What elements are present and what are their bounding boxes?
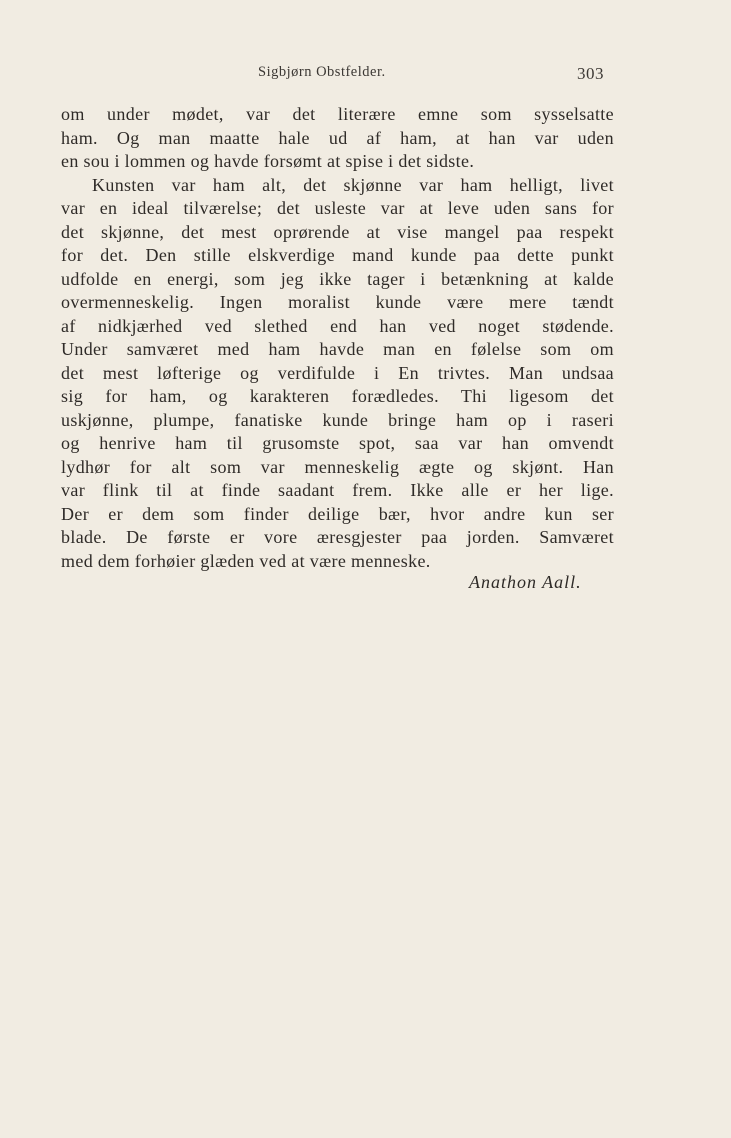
- text-line: Der er dem som finder deilige bær, hvor andre kun ser: [61, 503, 614, 524]
- text-line: det mest løfterige og verdifulde i En trivtes. Man undsaa: [61, 362, 614, 383]
- text-line: uskjønne, plumpe, fanatiske kunde bringe ham op i raseri: [61, 409, 614, 430]
- body-text: [61, 103, 614, 573]
- text-line: af nidkjærhed ved slethed end han ved noget stødende.: [61, 315, 614, 336]
- text-line: lydhør for alt som var menneskelig ægte og skjønt. Han: [61, 456, 614, 477]
- page-number: 303: [577, 64, 604, 83]
- running-header: [0, 64, 731, 84]
- text-line: om under mødet, var det literære emne som sysselsatte: [61, 104, 614, 124]
- text-line: ham. Og man maatte hale ud af ham, at han var uden: [61, 127, 614, 148]
- author-signature: Anathon Aall.: [469, 572, 582, 592]
- text-line: sig for ham, og karakteren forædledes. Thi ligesom det: [61, 386, 614, 406]
- text-line: var flink til at finde saadant frem. Ikke alle er her lige.: [61, 480, 614, 500]
- text-line: Kunsten var ham alt, det skjønne var ham helligt, livet: [92, 174, 614, 195]
- text-line: udfolde en energi, som jeg ikke tager i betænkning at kalde: [61, 268, 614, 289]
- text-line: en sou i lommen og havde forsømt at spise i det sidste.: [61, 151, 475, 171]
- text-line: for det. Den stille elskverdige mand kunde paa dette punkt: [61, 245, 614, 265]
- text-line: blade. De første er vore æresgjester paa jorden. Samværet: [61, 527, 614, 547]
- text-line: det skjønne, det mest oprørende at vise mangel paa respekt: [61, 221, 614, 242]
- text-line: overmenneskelig. Ingen moralist kunde være mere tændt: [61, 292, 614, 312]
- text-line: med dem forhøier glæden ved at være menneske.: [61, 550, 431, 571]
- text-line: var en ideal tilværelse; det usleste var at leve uden sans for: [61, 198, 614, 218]
- text-line: og henrive ham til grusomste spot, saa var han omvendt: [61, 433, 614, 453]
- running-title: Sigbjørn Obstfelder.: [258, 64, 386, 80]
- text-line: Under samværet med ham havde man en følelse som om: [61, 339, 614, 359]
